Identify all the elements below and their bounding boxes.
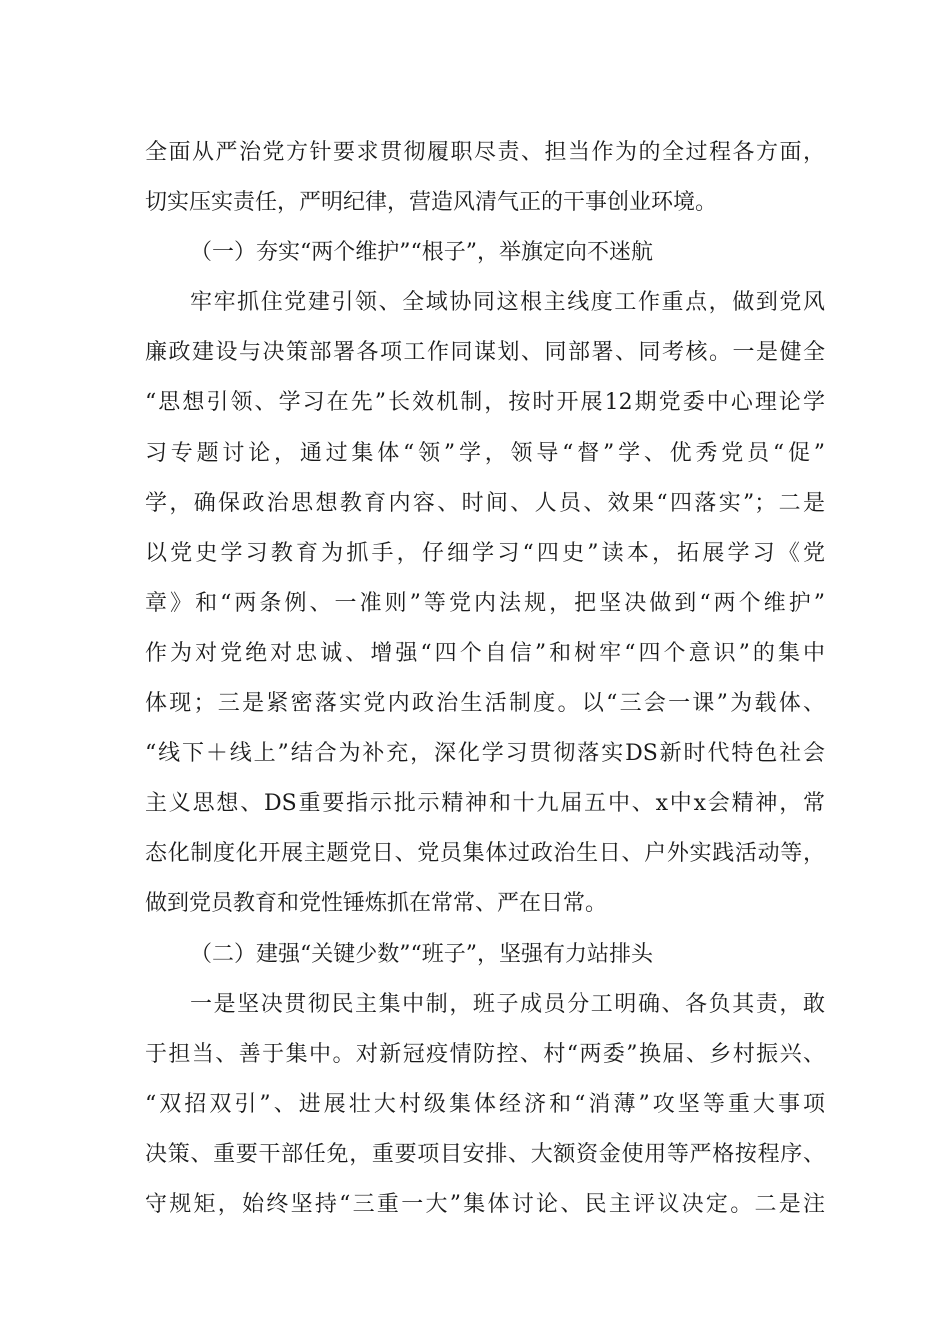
paragraph-line: 于担当、善于集中。对新冠疫情防控、村“两委”换届、乡村振兴、 (145, 1041, 825, 1067)
paragraph-line: 习专题讨论，通过集体“领”学，领导“督”学、优秀党员“促” (145, 440, 825, 466)
paragraph-line: 决策、重要干部任免，重要项目安排、大额资金使用等严格按程序、 (145, 1141, 825, 1167)
paragraph-line: 作为对党绝对忠诚、增强“四个自信”和树牢“四个意识”的集中 (145, 640, 825, 666)
paragraph-line: 一是坚决贯彻民主集中制，班子成员分工明确、各负其责，敢 (190, 991, 825, 1017)
paragraph-line: 态化制度化开展主题党日、党员集体过政治生日、户外实践活动等， (145, 841, 825, 867)
paragraph-line: 廉政建设与决策部署各项工作同谋划、同部署、同考核。一是健全 (145, 340, 825, 366)
paragraph-line: 以党史学习教育为抓手，仔细学习“四史”读本，拓展学习《党 (145, 540, 825, 566)
paragraph-line: 全面从严治党方针要求贯彻履职尽责、担当作为的全过程各方面， (145, 140, 825, 165)
paragraph-line: “双招双引”、进展壮大村级集体经济和“消薄”攻坚等重大事项 (145, 1091, 825, 1117)
paragraph-line: 切实压实责任，严明纪律，营造风清气正的干事创业环境。 (145, 190, 718, 216)
paragraph-line: “思想引领、学习在先”长效机制，按时开展12期党委中心理论学 (145, 390, 825, 416)
paragraph-line: 主义思想、DS重要指示批示精神和十九届五中、x中x会精神，常 (145, 791, 825, 817)
section-heading: （一）夯实“两个维护”“根子”，举旗定向不迷航 (190, 240, 653, 266)
paragraph-line: 章》和“两条例、一准则”等党内法规，把坚决做到“两个维护” (145, 590, 825, 616)
section-heading: （二）建强“关键少数”“班子”，坚强有力站排头 (190, 941, 653, 967)
paragraph-line: 做到党员教育和党性锤炼抓在常常、严在日常。 (145, 891, 608, 917)
document-body (145, 128, 825, 1230)
paragraph-line: 牢牢抓住党建引领、全域协同这根主线度工作重点，做到党风 (190, 290, 825, 316)
paragraph-line: 体现；三是紧密落实党内政治生活制度。以“三会一课”为载体、 (145, 691, 825, 717)
paragraph-line: “线下＋线上”结合为补充，深化学习贯彻落实DS新时代特色社会 (145, 741, 825, 767)
paragraph-line: 守规矩，始终坚持“三重一大”集体讨论、民主评议决定。二是注 (145, 1191, 825, 1217)
paragraph-line: 学，确保政治思想教育内容、时间、人员、效果“四落实”；二是 (145, 490, 825, 516)
